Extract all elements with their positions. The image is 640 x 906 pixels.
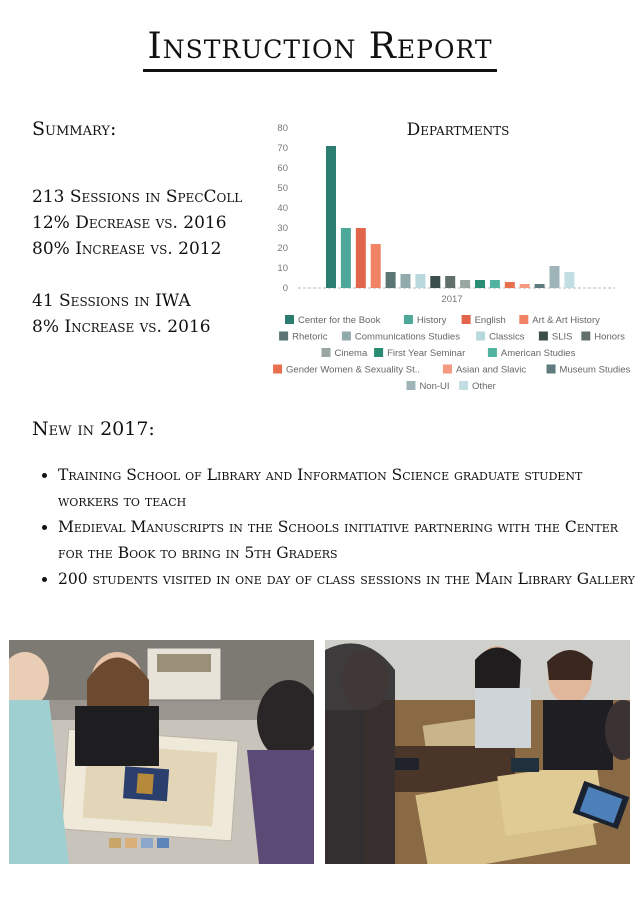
iwa-stats: [32, 288, 211, 340]
legend-label: Art & Art History: [532, 315, 600, 326]
bar-art-art-history: [371, 244, 381, 288]
legend-swatch: [285, 315, 294, 324]
departments-chart: [270, 110, 630, 400]
legend-swatch: [322, 348, 331, 357]
chart-title: Departments: [406, 120, 510, 140]
summary-heading: Summary:: [32, 118, 117, 140]
bar-rhetoric: [386, 272, 396, 288]
iwa-change-2016: 8% Increase vs. 2016: [32, 317, 211, 337]
y-tick-label: 10: [277, 263, 288, 274]
legend-label: Cinema: [334, 348, 368, 359]
bar-asian-and-slavic: [520, 284, 530, 288]
legend-label: Gender Women & Sexuality St..: [286, 364, 421, 376]
page-title: Instruction Report: [0, 26, 640, 67]
bar-honors: [445, 276, 455, 288]
legend-label: Other: [472, 381, 496, 392]
legend-label: First Year Seminar: [387, 348, 466, 359]
new-heading: New in 2017:: [32, 418, 155, 440]
bar-gender-women-sexuality-st-: [505, 282, 515, 288]
legend-label: Communications Studies: [354, 331, 460, 343]
legend-swatch: [462, 315, 471, 324]
legend-swatch: [404, 315, 413, 324]
legend-label: Rhetoric: [292, 331, 328, 343]
new-bullet-list: [40, 462, 638, 592]
bar-history: [341, 228, 351, 288]
legend-label: Asian and Slavic: [455, 364, 527, 376]
legend-swatch: [488, 348, 497, 357]
y-tick-label: 80: [277, 123, 288, 134]
speccoll-sessions: 213 Sessions in SpecColl: [32, 187, 243, 207]
y-tick-label: 20: [277, 243, 288, 254]
bar-english: [356, 228, 366, 288]
bullet-item: • Medieval Manuscripts in the Schools initiative partnering with the Center for the Book to bring in 5th Graders: [58, 514, 638, 566]
speccoll-stats: [32, 184, 242, 262]
bullet-item: • 200 students visited in one day of class sessions in the Main Library Gallery: [58, 566, 638, 592]
legend-swatch: [539, 332, 548, 341]
y-tick-label: 60: [277, 163, 288, 174]
legend-swatch: [406, 381, 415, 390]
legend-swatch: [476, 332, 485, 341]
legend-label: Museum Studies: [559, 364, 630, 376]
legend-swatch: [279, 332, 288, 341]
legend-label: English: [474, 315, 506, 326]
bar-other: [564, 272, 574, 288]
y-tick-label: 50: [277, 183, 288, 194]
legend-swatch: [342, 332, 351, 341]
bar-first-year-seminar: [475, 280, 485, 288]
bar-non-ui: [550, 266, 560, 288]
bullet-item: • Training School of Library and Information Science graduate student workers to teach: [58, 462, 638, 514]
speccoll-change-2012: 80% Increase vs. 2012: [32, 239, 222, 259]
legend-swatch: [273, 365, 282, 374]
legend-label: SLIS: [551, 331, 573, 343]
legend-label: History: [416, 315, 447, 326]
legend-swatch: [443, 365, 452, 374]
bar-slis: [430, 276, 440, 288]
legend-label: Classics: [489, 331, 525, 343]
bar-classics: [415, 274, 425, 288]
bar-museum-studies: [535, 284, 545, 288]
legend-label: Honors: [594, 331, 625, 343]
x-category-label: 2017: [441, 294, 463, 305]
legend-swatch: [581, 332, 590, 341]
bar-cinema: [460, 280, 470, 288]
y-tick-label: 0: [282, 283, 288, 294]
legend-swatch: [374, 348, 383, 357]
legend-label: Center for the Book: [298, 315, 381, 326]
photo-students-books: [325, 640, 630, 864]
legend-swatch: [547, 365, 556, 374]
y-tick-label: 40: [277, 203, 288, 214]
y-tick-label: 70: [277, 143, 288, 154]
iwa-sessions: 41 Sessions in IWA: [32, 291, 191, 311]
legend-swatch: [519, 315, 528, 324]
bar-communications-studies: [401, 274, 411, 288]
legend-swatch: [459, 381, 468, 390]
legend-label: Non-UI: [419, 381, 450, 392]
legend-label: American Studies: [500, 348, 576, 359]
speccoll-change-2016: 12% Decrease vs. 2016: [32, 213, 227, 233]
photo-students-manuscript: [9, 640, 314, 864]
y-tick-label: 30: [277, 223, 288, 234]
bar-american-studies: [490, 280, 500, 288]
bar-center-for-the-book: [326, 146, 336, 288]
